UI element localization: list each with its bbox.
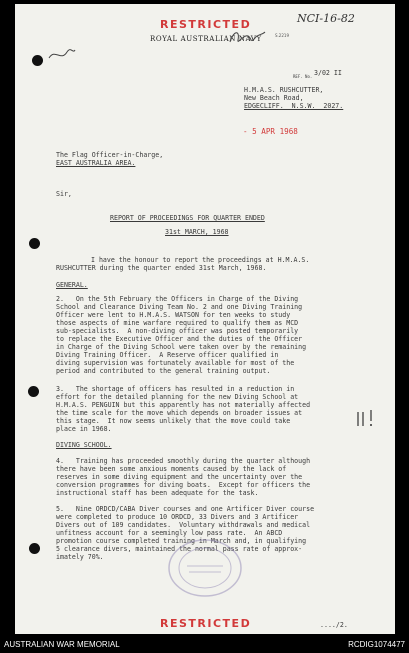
para-line: reserves in some diving equipment and the uncertainty over the (56, 473, 303, 481)
address-line: H.M.A.S. RUSHCUTTER, (244, 86, 324, 94)
document-page (15, 4, 395, 634)
para-line: this stage. It now seems unlikely that the move could take (56, 417, 291, 425)
handwritten-initials (228, 26, 268, 48)
para-line: Diving Training Officer. A Reserve officer qualified in (56, 351, 279, 359)
punch-hole (32, 55, 43, 66)
para-line: effort for the detailed planning for the new Diving School at (56, 393, 299, 401)
para-line: unfitness account for a seemingly low pass rate. An ABCD (56, 529, 283, 537)
para-line: were completed to produce 10 ORDCD, 33 Divers and 3 Artificer (56, 513, 299, 521)
recipient-line: EAST AUSTRALIA AREA. (56, 159, 136, 167)
tiny-reference: S.2219 (275, 33, 289, 38)
para-line: 5 clearance divers, maintained the normal pass rate of approx- (56, 545, 303, 553)
report-title: REPORT OF PROCEEDINGS FOR QUARTER ENDED (110, 214, 265, 222)
punch-hole (28, 386, 39, 397)
date-stamp: - 5 APR 1968 (243, 127, 298, 136)
file-reference: NCI-16-82 (297, 12, 355, 25)
recipient-line: The Flag Officer-in-Charge, (56, 151, 164, 159)
para-line: sub-specialists. A non-diving officer was posted temporarily (56, 327, 299, 335)
salutation: Sir, (56, 190, 72, 198)
para-line: Divers out of 109 candidates. Voluntary withdrawals and medical (56, 521, 311, 529)
archive-name: AUSTRALIAN WAR MEMORIAL (4, 640, 120, 649)
para-line: the time scale for the move which depends on broader issues at (56, 409, 303, 417)
para-line: those aspects of mine warfare required to qualify them as MCD (56, 319, 299, 327)
reference-label: REF. No. (293, 74, 313, 79)
punch-hole (29, 238, 40, 249)
para-line: 5. Nine ORDCD/CABA Diver courses and one Artificer Diver course (56, 505, 315, 513)
continuation-marker: ..../2. (320, 621, 348, 629)
archive-id: RCDIG1074477 (348, 640, 405, 649)
classification-bottom: RESTRICTED (160, 617, 252, 630)
para-line: diving supervision was fortunately available for most of the (56, 359, 295, 367)
para-line: School and Clearance Diving Team No. 2 and one Diving Training (56, 303, 303, 311)
para-line: period and contributed to the general training output. (56, 367, 271, 375)
para-line: conversion programmes for diving boats. Except for officers the (56, 481, 311, 489)
heading-diving-school: DIVING SCHOOL. (56, 441, 112, 449)
punch-hole (29, 543, 40, 554)
archive-footer (0, 640, 409, 653)
para-line: 3. The shortage of officers has resulted in a reduction in (56, 385, 295, 393)
para-line: imately 70%. (56, 553, 104, 561)
para-line: place in 1968. (56, 425, 112, 433)
para-line: promotion course completed training in March and, in qualifying (56, 537, 307, 545)
report-title-date: 31st MARCH, 1968 (165, 228, 229, 236)
para-line: 2. On the 5th February the Officers in Charge of the Diving (56, 295, 299, 303)
para-line: there have been some anxious moments caused by the lack of (56, 465, 287, 473)
para-line: in Charge of the Diving School were taken over by the remaining (56, 343, 307, 351)
para-line: 4. Training has proceeded smoothly during the quarter although (56, 457, 311, 465)
library-stamp (165, 536, 245, 600)
para-line: H.M.A.S. PENGUIN but this apparently has not materially affected (56, 401, 311, 409)
handwritten-mark (47, 44, 77, 64)
intro-line: I have the honour to report the proceedings at H.M.A.S. (91, 256, 310, 264)
para-line: to replace the Executive Officer and the duties of the Officer (56, 335, 303, 343)
service-name: ROYAL AUSTRALIAN NAVY (150, 35, 262, 43)
address-line: New Beach Road, (244, 94, 304, 102)
reference-number: 3/02 II (314, 69, 342, 77)
para-line: Officer were lent to H.M.A.S. WATSON for ten weeks to study (56, 311, 291, 319)
heading-general: GENERAL. (56, 281, 88, 289)
intro-line: RUSHCUTTER during the quarter ended 31st March, 1968. (56, 264, 267, 272)
handwritten-margin-mark (355, 408, 377, 430)
address-line: EDGECLIFF. N.S.W. 2027. (244, 102, 344, 110)
classification-top: RESTRICTED (160, 18, 252, 31)
para-line: instructional staff has been adequate for the task. (56, 489, 259, 497)
